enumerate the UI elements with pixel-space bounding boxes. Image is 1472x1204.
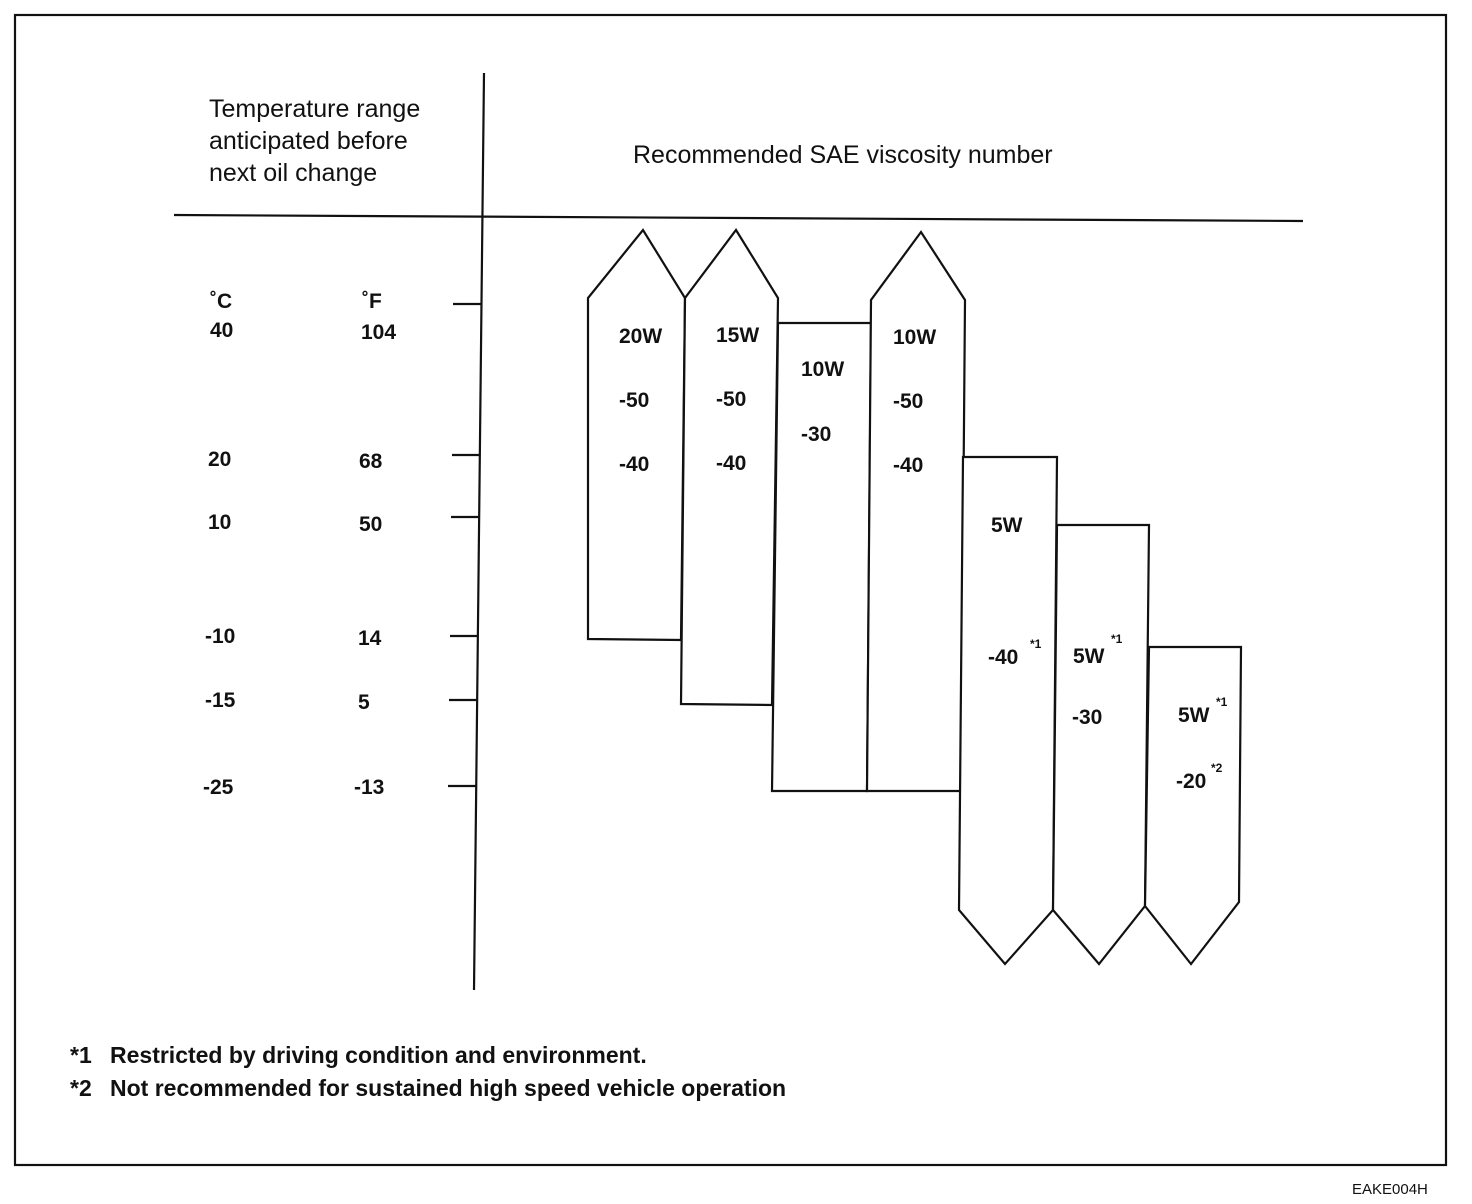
- tick-c-40: 40: [210, 319, 234, 342]
- grade-15w-bot-label: -40: [716, 452, 747, 475]
- grade-5w-20-label: 5W: [1178, 704, 1210, 727]
- temp-range-line-2: anticipated before: [209, 127, 408, 155]
- figure-code: EAKE004H: [1352, 1181, 1428, 1198]
- grade-5w-20-note: *1: [1216, 695, 1228, 709]
- footnote-2-mark: *2: [70, 1075, 92, 1101]
- grade-5w-40-note: *1: [1030, 637, 1042, 651]
- fahrenheit-unit: ˚F: [362, 290, 382, 313]
- temp-range-line-3: next oil change: [209, 159, 378, 187]
- grade-20w-label: 20W: [619, 325, 663, 348]
- grade-5w-40-label: 5W: [991, 514, 1023, 537]
- grade-5w-20-mid-note: *2: [1211, 761, 1223, 775]
- footnote-1-text: Restricted by driving condition and environment.: [110, 1042, 647, 1068]
- grade-15w-label: 15W: [716, 324, 760, 347]
- header-rule: [174, 215, 1303, 221]
- viscosity-title: Recommended SAE viscosity number: [633, 141, 1053, 169]
- vertical-axis: [474, 73, 484, 990]
- tick-c-20: 20: [208, 448, 232, 471]
- tick-f-14: 14: [358, 627, 382, 650]
- grade-20w-bot-label: -40: [619, 453, 650, 476]
- grade-10w-30-bar: [772, 323, 871, 791]
- grade-10w-50-40-bar: [867, 232, 965, 791]
- tick-c-minus10: -10: [205, 625, 236, 648]
- grade-20w-50-40-bar: [588, 230, 685, 640]
- celsius-unit: ˚C: [210, 290, 233, 313]
- tick-c-minus15: -15: [205, 689, 236, 712]
- grade-5w-30-mid-label: -30: [1072, 706, 1103, 729]
- grade-10w-50-label: 10W: [893, 326, 937, 349]
- tick-f-104: 104: [361, 321, 397, 344]
- grade-5w-40-mid-label: -40: [988, 646, 1019, 669]
- grade-10w-30-label: 10W: [801, 358, 845, 381]
- grade-15w-mid-label: -50: [716, 388, 747, 411]
- tick-f-5: 5: [358, 691, 370, 714]
- grade-5w-20-mid-label: -20: [1176, 770, 1207, 793]
- grade-10w-50-mid-label: -50: [893, 390, 924, 413]
- footnote-1-mark: *1: [70, 1042, 92, 1068]
- tick-c-minus25: -25: [203, 776, 234, 799]
- grade-10w-50-bot-label: -40: [893, 454, 924, 477]
- footnote-2-text: Not recommended for sustained high speed vehicle operation: [110, 1075, 787, 1101]
- tick-f-50: 50: [359, 513, 383, 536]
- tick-f-minus13: -13: [354, 776, 385, 799]
- grade-20w-mid-label: -50: [619, 389, 650, 412]
- tick-f-68: 68: [359, 450, 383, 473]
- grade-10w-30-mid-label: -30: [801, 423, 832, 446]
- grade-5w-30-label: 5W: [1073, 645, 1105, 668]
- grade-5w-30-note: *1: [1111, 632, 1123, 646]
- grade-5w-30-bar: [1053, 525, 1149, 964]
- tick-c-10: 10: [208, 511, 232, 534]
- temp-range-line-1: Temperature range: [209, 95, 421, 123]
